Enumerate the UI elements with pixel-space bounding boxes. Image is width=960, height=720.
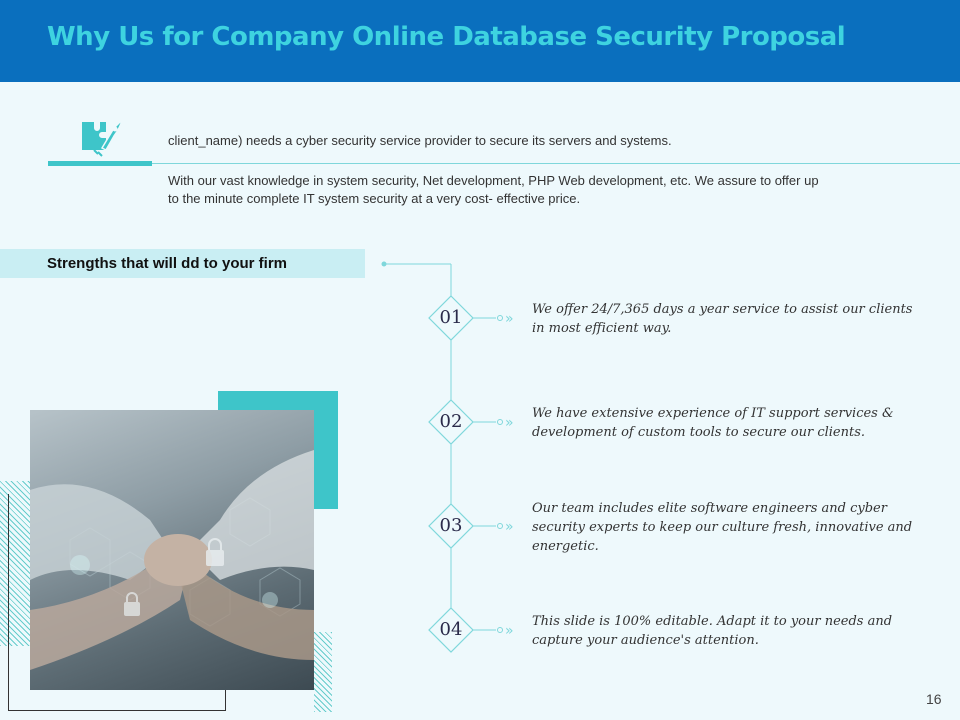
- svg-text:»: »: [505, 623, 514, 639]
- point-number: 01: [439, 307, 463, 328]
- photo-illustration: [30, 410, 314, 690]
- point-text: Our team includes elite software engineers and cyber security experts to keep our culture fresh, innovative and energetic.: [532, 501, 913, 554]
- intro-text-2: With our vast knowledge in system security, Net development, PHP Web development, etc. We assure to offer up to the minute complete IT system security at a very cost- effective price.: [168, 173, 819, 206]
- strengths-heading: Strengths that will dd to your firm: [47, 255, 287, 272]
- point-text: This slide is 100% editable. Adapt it to your needs and capture your audience's attention.: [532, 614, 893, 648]
- page-title: Why Us for Company Online Database Security Proposal: [47, 22, 846, 52]
- point-number: 04: [439, 619, 463, 640]
- point-number: 03: [439, 515, 463, 536]
- team-fist-bump-photo: [30, 410, 314, 690]
- svg-text:»: »: [505, 311, 514, 327]
- point-number: 02: [439, 411, 463, 432]
- svg-text:»: »: [505, 415, 514, 431]
- point-text: We have extensive experience of IT support services & development of custom tools to secure our clients.: [532, 406, 894, 440]
- svg-text:»: »: [505, 519, 514, 535]
- page-number: 16: [926, 691, 942, 707]
- intro-text-1: client_name) needs a cyber security service provider to secure its servers and systems.: [168, 133, 672, 148]
- point-text: We offer 24/7,365 days a year service to assist our clients in most efficient way.: [532, 302, 913, 336]
- hatch-decoration-right: [314, 632, 332, 712]
